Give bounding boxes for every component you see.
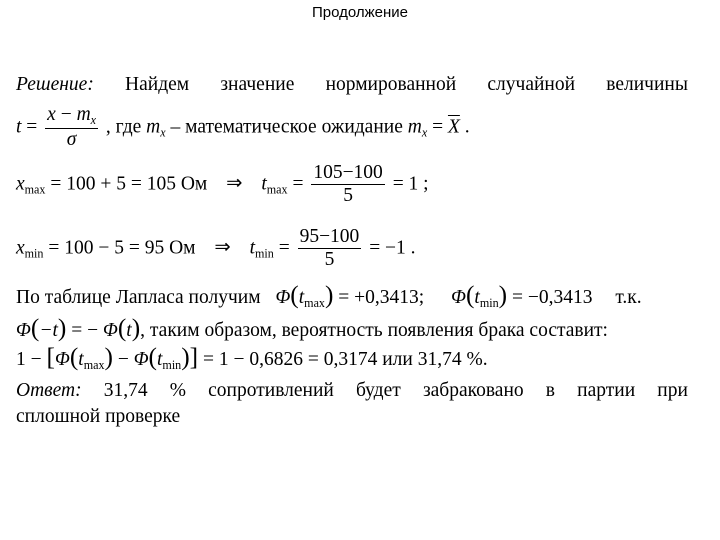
sub-max: max: [304, 296, 325, 311]
phi-symbol: Φ: [451, 287, 466, 308]
var-x-mean: $\overline{X}$: [447, 116, 460, 138]
text-since: т.к.: [615, 287, 642, 308]
equals: =: [26, 116, 38, 138]
text-where: , где: [105, 116, 142, 138]
odd-function-line: Φ(−t) = − Φ(t), таким образом, вероятность появления брака составит:: [16, 314, 608, 342]
sub-max: max: [83, 358, 105, 373]
sub-x: x: [421, 125, 428, 140]
word: сопротивлений: [208, 380, 334, 401]
word: при: [657, 380, 688, 401]
phi-symbol: Φ: [275, 287, 291, 308]
tmin-result: = −1 .: [369, 237, 416, 259]
var-m: m: [76, 104, 91, 125]
phi-symbol: Φ: [16, 320, 31, 341]
solution-label: Решение:: [16, 74, 94, 95]
probability-result: = 1 − 0,6826 = 0,3174 или 31,74 %.: [203, 349, 488, 370]
answer-line-2: сплошной проверке: [16, 406, 181, 427]
word: 31,74: [103, 380, 148, 401]
probability-formula: $1 - [\Phi(t_{max}) - \Phi(t_{min})] = 1 - 0,6826 = 0,3174$ или 31,74 %.: [16, 343, 488, 373]
fraction-tmax: [311, 162, 385, 208]
xmax-expression: = 100 + 5 = 105 Ом: [50, 173, 208, 195]
fraction-numerator: [45, 104, 98, 129]
word: значение: [220, 74, 295, 95]
minus: −: [60, 104, 72, 125]
var-m: m: [146, 116, 161, 138]
sub-min: min: [24, 246, 44, 261]
phi-max-value: = +0,3413;: [338, 287, 425, 308]
equals-minus: = −: [71, 320, 99, 341]
var-t: t: [16, 116, 22, 138]
sub-x: x: [90, 113, 97, 128]
var-t: t: [126, 320, 132, 341]
sub-min: min: [255, 246, 274, 261]
implies-arrow: ⇒: [214, 237, 231, 259]
var-t: t: [298, 287, 305, 308]
phi-symbol: Φ: [133, 349, 149, 370]
word: партии: [577, 380, 636, 401]
fraction-tmin: [298, 226, 362, 272]
var-t: t: [78, 349, 84, 370]
fraction-denominator: 5: [343, 185, 353, 207]
equals: =: [432, 116, 444, 138]
answer-label: Ответ:: [16, 380, 82, 401]
tmax-result: = 1 ;: [392, 173, 429, 195]
formula-normalized: [16, 104, 470, 152]
word: забраковано: [422, 380, 524, 401]
phi-symbol: Φ: [54, 349, 70, 370]
arg-minus-t: −t: [39, 320, 58, 341]
var-x: x: [16, 173, 25, 195]
word: Найдем: [125, 74, 190, 95]
word: будет: [355, 380, 401, 401]
equals: =: [278, 237, 290, 259]
xmin-expression: = 100 − 5 = 95 Ом: [48, 237, 196, 259]
var-t: t: [157, 349, 163, 370]
fraction-denominator: σ: [66, 129, 77, 151]
sub-max: max: [24, 182, 46, 197]
formula-xmin: [16, 226, 416, 272]
word: нормированной: [325, 74, 457, 95]
var-m: m: [407, 116, 422, 138]
phi-symbol: Φ: [102, 320, 118, 341]
period: .: [464, 116, 470, 138]
fraction-numerator: 95−100: [298, 226, 362, 249]
var-t: t: [249, 237, 256, 259]
fraction-normalized: [45, 104, 98, 152]
minus: −: [117, 349, 129, 370]
formula-xmax: [16, 162, 429, 208]
sub-min: min: [479, 296, 499, 311]
word: в: [545, 380, 556, 401]
laplace-text: По таблице Лапласа получим: [16, 287, 261, 308]
phi-min-value: = −0,3413: [511, 287, 593, 308]
var-x: x: [47, 104, 56, 125]
var-t: t: [474, 287, 480, 308]
implies-arrow: ⇒: [226, 173, 243, 195]
var-t: t: [261, 173, 267, 195]
page-title: Продолжение: [311, 4, 409, 21]
var-x: x: [16, 237, 25, 259]
laplace-line: По таблице Лапласа получим $\Phi(t_{max}) = +0,3413$; $\Phi(t_{min}) = -0,3413$ т.к.: [16, 281, 642, 311]
fraction-denominator: 5: [324, 249, 335, 271]
sub-max: max: [266, 182, 288, 197]
sub-x: x: [160, 125, 166, 140]
probability-text: , таким образом, вероятность появления брака составит:: [140, 320, 608, 341]
solution-line-1: [16, 74, 688, 96]
text-expectation: – математическое ожидание: [170, 116, 403, 138]
fraction-numerator: 105−100: [311, 162, 385, 185]
word: величины: [606, 74, 688, 95]
sub-min: min: [162, 358, 182, 373]
one-minus: 1 −: [16, 349, 42, 370]
equals: =: [292, 173, 304, 195]
word: %: [169, 380, 187, 401]
word: случайной: [487, 74, 576, 95]
answer-line-1: [16, 380, 688, 402]
